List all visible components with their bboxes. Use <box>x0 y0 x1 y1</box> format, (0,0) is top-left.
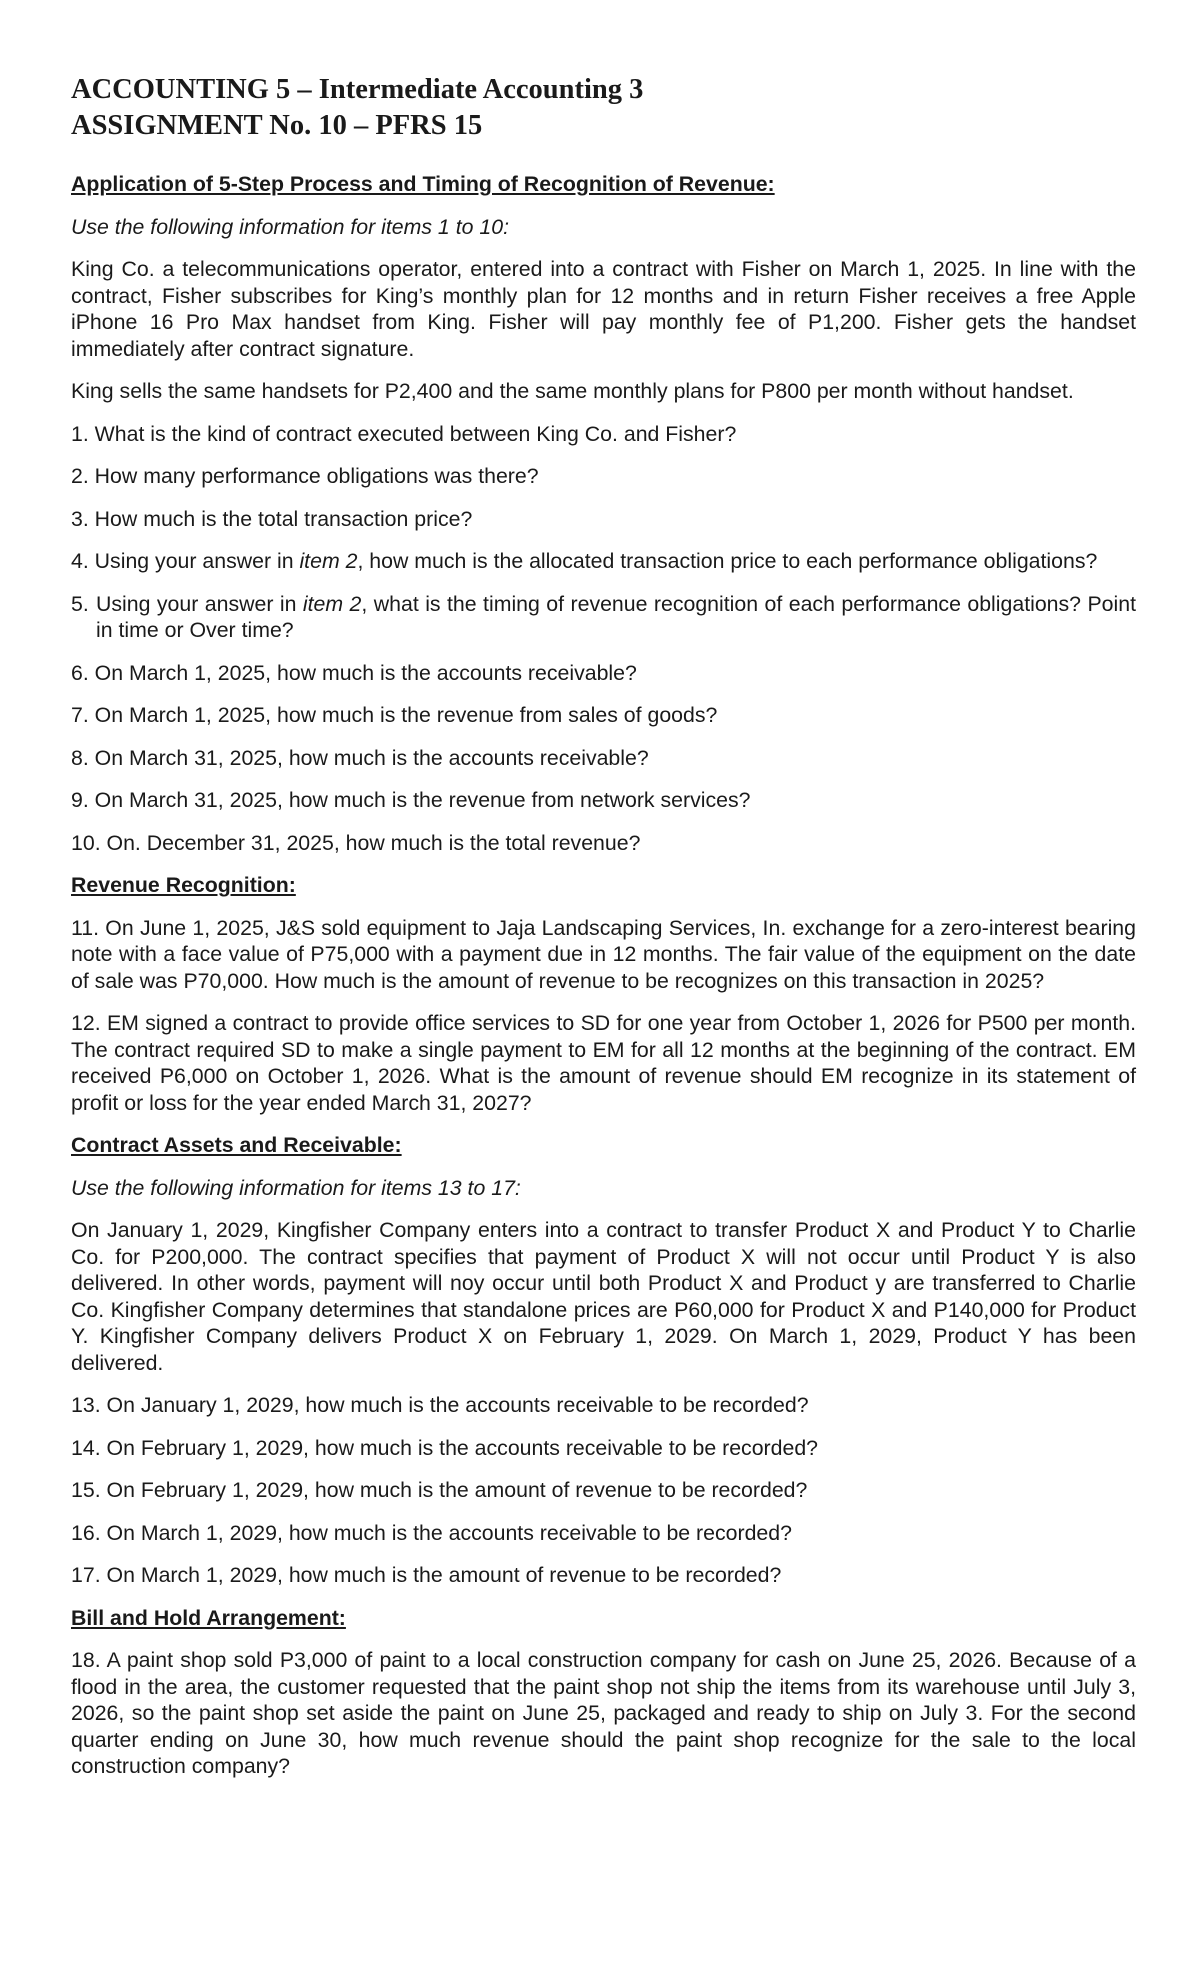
section1-standalone-prices: King sells the same handsets for P2,400 and the same monthly plans for P800 per month without handset. <box>71 379 1074 403</box>
question-10: 10. On. December 31, 2025, how much is the total revenue? <box>71 830 641 855</box>
section3-intro: Use the following information for items 13 to 17: <box>71 1175 521 1200</box>
section-heading-bill-and-hold: Bill and Hold Arrangement: <box>71 1605 346 1630</box>
section1-scenario: King Co. a telecommunications operator, entered into a contract with Fisher on March 1, 2025. In line with the contract, Fisher subscribes for King’s monthly plan for 12 months and in return Fisher receives a free Apple iPhone 16 Pro Max handset from King. Fisher will pay monthly fee of P1,200. Fisher gets the handset immediately after contract signature. <box>71 257 1136 361</box>
question-4-emphasis: item 2 <box>299 549 358 573</box>
question-8: 8. On March 31, 2025, how much is the accounts receivable? <box>71 745 649 770</box>
assignment-title: ASSIGNMENT No. 10 – PFRS 15 <box>71 110 483 141</box>
question-5 <box>71 591 1136 644</box>
section1-intro: Use the following information for items 1 to 10: <box>71 214 509 239</box>
section-heading-contract-assets: Contract Assets and Receivable: <box>71 1133 402 1157</box>
question-6: 6. On March 1, 2025, how much is the accounts receivable? <box>71 660 637 685</box>
section-heading-5-step: Application of 5-Step Process and Timing of Recognition of Revenue: <box>71 172 775 196</box>
question-5-text-b: , what is the timing of revenue recognition of each performance obligations? Point in time or Over time? <box>96 591 1137 642</box>
question-5-text-a: Using your answer in <box>96 591 303 616</box>
question-15: 15. On February 1, 2029, how much is the amount of revenue to be recorded? <box>71 1478 808 1502</box>
question-1: 1. What is the kind of contract executed between King Co. and Fisher? <box>71 421 737 446</box>
question-4-text-b: , how much is the allocated transaction price to each performance obligations? <box>357 549 1098 573</box>
question-9: 9. On March 31, 2025, how much is the revenue from network services? <box>71 788 751 812</box>
question-14: 14. On February 1, 2029, how much is the accounts receivable to be recorded? <box>71 1435 819 1460</box>
question-3: 3. How much is the total transaction price? <box>71 506 473 531</box>
section-heading-revenue-recognition: Revenue Recognition: <box>71 873 296 897</box>
question-12: 12. EM signed a contract to provide office services to SD for one year from October 1, 2026 for P500 per month. The contract required SD to make a single payment to EM for all 12 months at the beginning of the contract. EM received P6,000 on October 1, 2026. What is the amount of revenue should EM recognize in its statement of profit or loss for the year ended March 31, 2027? <box>71 1011 1136 1115</box>
question-4-text-a: 4. Using your answer in <box>71 549 300 573</box>
section3-scenario: On January 1, 2029, Kingfisher Company enters into a contract to transfer Product X and Product Y to Charlie Co. for P200,000. The contract specifies that payment of Product X will not occur until Product Y is also delivered. In other words, payment will noy occur until both Product X and Product y are transferred to Charlie Co. Kingfisher Company determines that standalone prices are P60,000 for Product X and P140,000 for Product Y. Kingfisher Company delivers Product X on February 1, 2029. On March 1, 2029, Product Y has been delivered. <box>71 1218 1136 1375</box>
course-title: ACCOUNTING 5 – Intermediate Accounting 3 <box>71 74 644 105</box>
question-17: 17. On March 1, 2029, how much is the amount of revenue to be recorded? <box>71 1563 782 1587</box>
question-5-text <box>96 591 1136 644</box>
question-4 <box>71 548 1136 575</box>
question-5-emphasis: item 2 <box>302 591 362 616</box>
question-18: 18. A paint shop sold P3,000 of paint to a local construction company for cash on June 25, 2026. Because of a flood in the area, the customer requested that the paint shop not ship the items from its warehouse until July 3, 2026, so the paint shop set aside the paint on June 25, packaged and ready to ship on July 3. For the second quarter ending on June 30, how much revenue should the paint shop recognize for the sale to the local construction company? <box>71 1648 1136 1778</box>
question-16: 16. On March 1, 2029, how much is the accounts receivable to be recorded? <box>71 1520 792 1545</box>
question-2: 2. How many performance obligations was there? <box>71 464 539 488</box>
question-11: 11. On June 1, 2025, J&S sold equipment to Jaja Landscaping Services, In. exchange for a zero-interest bearing note with a face value of P75,000 with a payment due in 12 months. The fair value of the equipment on the date of sale was P70,000. How much is the amount of revenue to be recognizes on this transaction in 2025? <box>71 915 1136 993</box>
question-13: 13. On January 1, 2029, how much is the accounts receivable to be recorded? <box>71 1393 809 1417</box>
question-7: 7. On March 1, 2025, how much is the revenue from sales of goods? <box>71 703 718 727</box>
question-5-number: 5. <box>71 591 95 616</box>
